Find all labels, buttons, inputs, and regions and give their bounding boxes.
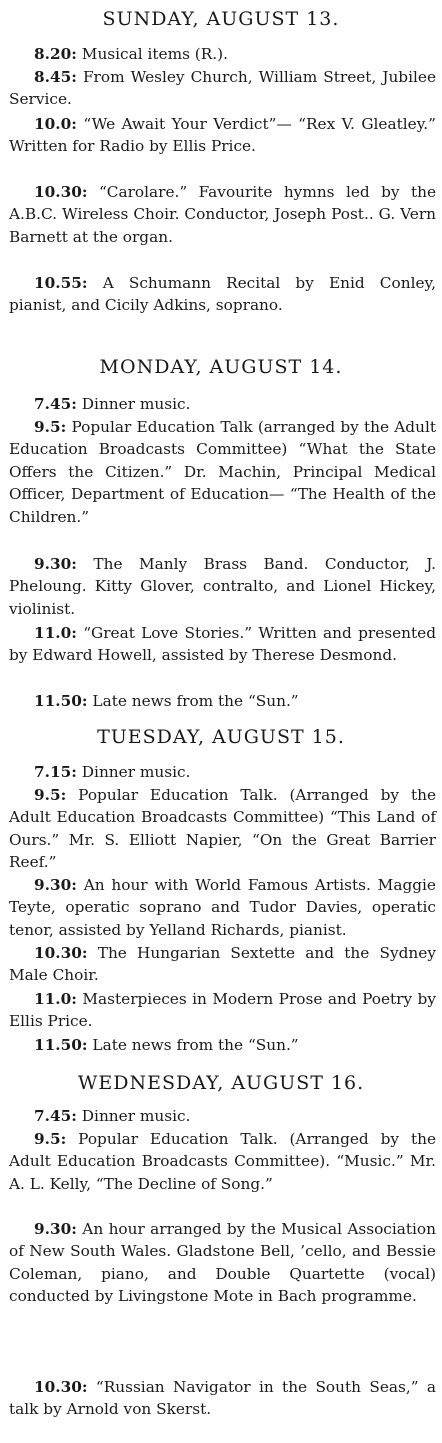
programme-entry [9,1034,436,1056]
programme-entry [9,761,436,783]
entry-text: Masterpieces in Modern Prose and Poetry by Ellis Price. [9,990,436,1031]
programme-entry [9,272,436,317]
entry-time: 7.45: [34,1107,77,1125]
programme-entry [9,393,436,415]
entry-time: 8.45: [34,68,77,86]
entry-time: 11.50: [34,692,88,710]
entry-text: A Schumann Recital by Enid Conley, pianist, and Cicily Adkins, soprano. [9,274,436,315]
entry-text: Popular Education Talk. (Arranged by the Adult Education Broadcasts Committee) “This Land of Ours.” Mr. S. Elliott Napier, “On the Great Barrier Reef.” [9,786,436,872]
entry-text: An hour with World Famous Artists. Maggie Teyte, operatic soprano and Tudor Davies, operatic tenor, assisted by Yelland Richards, pianist. [9,876,436,939]
entry-text: An hour arranged by the Musical Association of New South Wales. Gladstone Bell, ’cello, and Bessie Coleman, piano, and Double Quartette (vocal) conducted by Livingstone Mote in Bach programme. [9,1220,436,1306]
entry-time: 10.30: [34,1378,88,1396]
entry-time: 11.50: [34,1036,88,1054]
entry-text: Popular Education Talk (arranged by the Adult Education Broadcasts Committee) “What the State Offers the Citizen.” Dr. Machin, Principal Medical Officer, Department of Education— “The Health of the Children.” [9,418,436,526]
programme-entry [9,784,436,874]
programme-entry [9,1128,436,1195]
entry-time: 7.15: [34,763,77,781]
entry-time: 10.0: [34,115,77,133]
programme-entry [9,43,436,65]
entry-text: “Carolare.” Favourite hymns led by the A.B.C. Wireless Choir. Conductor, Joseph Post.. G. Vern Barnett at the organ. [9,183,436,246]
entry-time: 9.30: [34,555,77,573]
entry-time: 11.0: [34,990,77,1008]
programme-entry [9,113,436,158]
entry-text: Dinner music. [81,395,191,413]
programme-entry [9,988,436,1033]
day-heading-sunday: SUNDAY, AUGUST 13. [102,8,340,30]
programme-entry [9,690,436,712]
entry-time: 10.55: [34,274,88,292]
programme-entry [9,66,436,111]
entry-text: The Hungarian Sextette and the Sydney Male Choir. [9,944,436,985]
entry-text: Popular Education Talk. (Arranged by the Adult Education Broadcasts Committee). “Music.” Mr. A. L. Kelly, “The Decline of Song.” [9,1130,436,1193]
entry-text: From Wesley Church, William Street, Jubilee Service. [9,68,436,109]
day-heading-tuesday: TUESDAY, AUGUST 15. [97,726,345,748]
entry-text: “We Await Your Verdict”— “Rex V. Gleatley.” Written for Radio by Ellis Price. [9,115,436,156]
entry-text: Musical items (R.). [81,45,228,63]
programme-entry [9,874,436,941]
day-heading-monday: MONDAY, AUGUST 14. [99,356,343,378]
programme-entry [9,416,436,528]
programme-entry [9,622,436,667]
programme-entry [9,181,436,248]
entry-text: The Manly Brass Band. Conductor, J. Pheloung. Kitty Glover, contralto, and Lionel Hickey, violinist. [9,555,436,618]
entry-time: 8.20: [34,45,77,63]
entry-time: 9.30: [34,1220,77,1238]
programme-entry [9,1376,436,1421]
programme-entry [9,942,436,987]
day-heading-wednesday: WEDNESDAY, AUGUST 16. [77,1072,365,1094]
entry-text: Late news from the “Sun.” [92,1036,299,1054]
entry-time: 9.30: [34,876,77,894]
programme-entry [9,1218,436,1308]
entry-time: 11.0: [34,624,77,642]
programme-entry [9,553,436,620]
entry-time: 9.5: [34,786,67,804]
entry-text: Dinner music. [81,1107,191,1125]
entry-time: 7.45: [34,395,77,413]
entry-time: 9.5: [34,418,67,436]
programme-entry [9,1105,436,1127]
entry-text: “Russian Navigator in the South Seas,” a talk by Arnold von Skerst. [9,1378,436,1419]
entry-time: 10.30: [34,944,88,962]
entry-text: Dinner music. [81,763,191,781]
entry-time: 10.30: [34,183,88,201]
entry-text: Late news from the “Sun.” [92,692,299,710]
entry-time: 9.5: [34,1130,67,1148]
entry-text: “Great Love Stories.” Written and presented by Edward Howell, assisted by Therese Desmond. [9,624,436,665]
